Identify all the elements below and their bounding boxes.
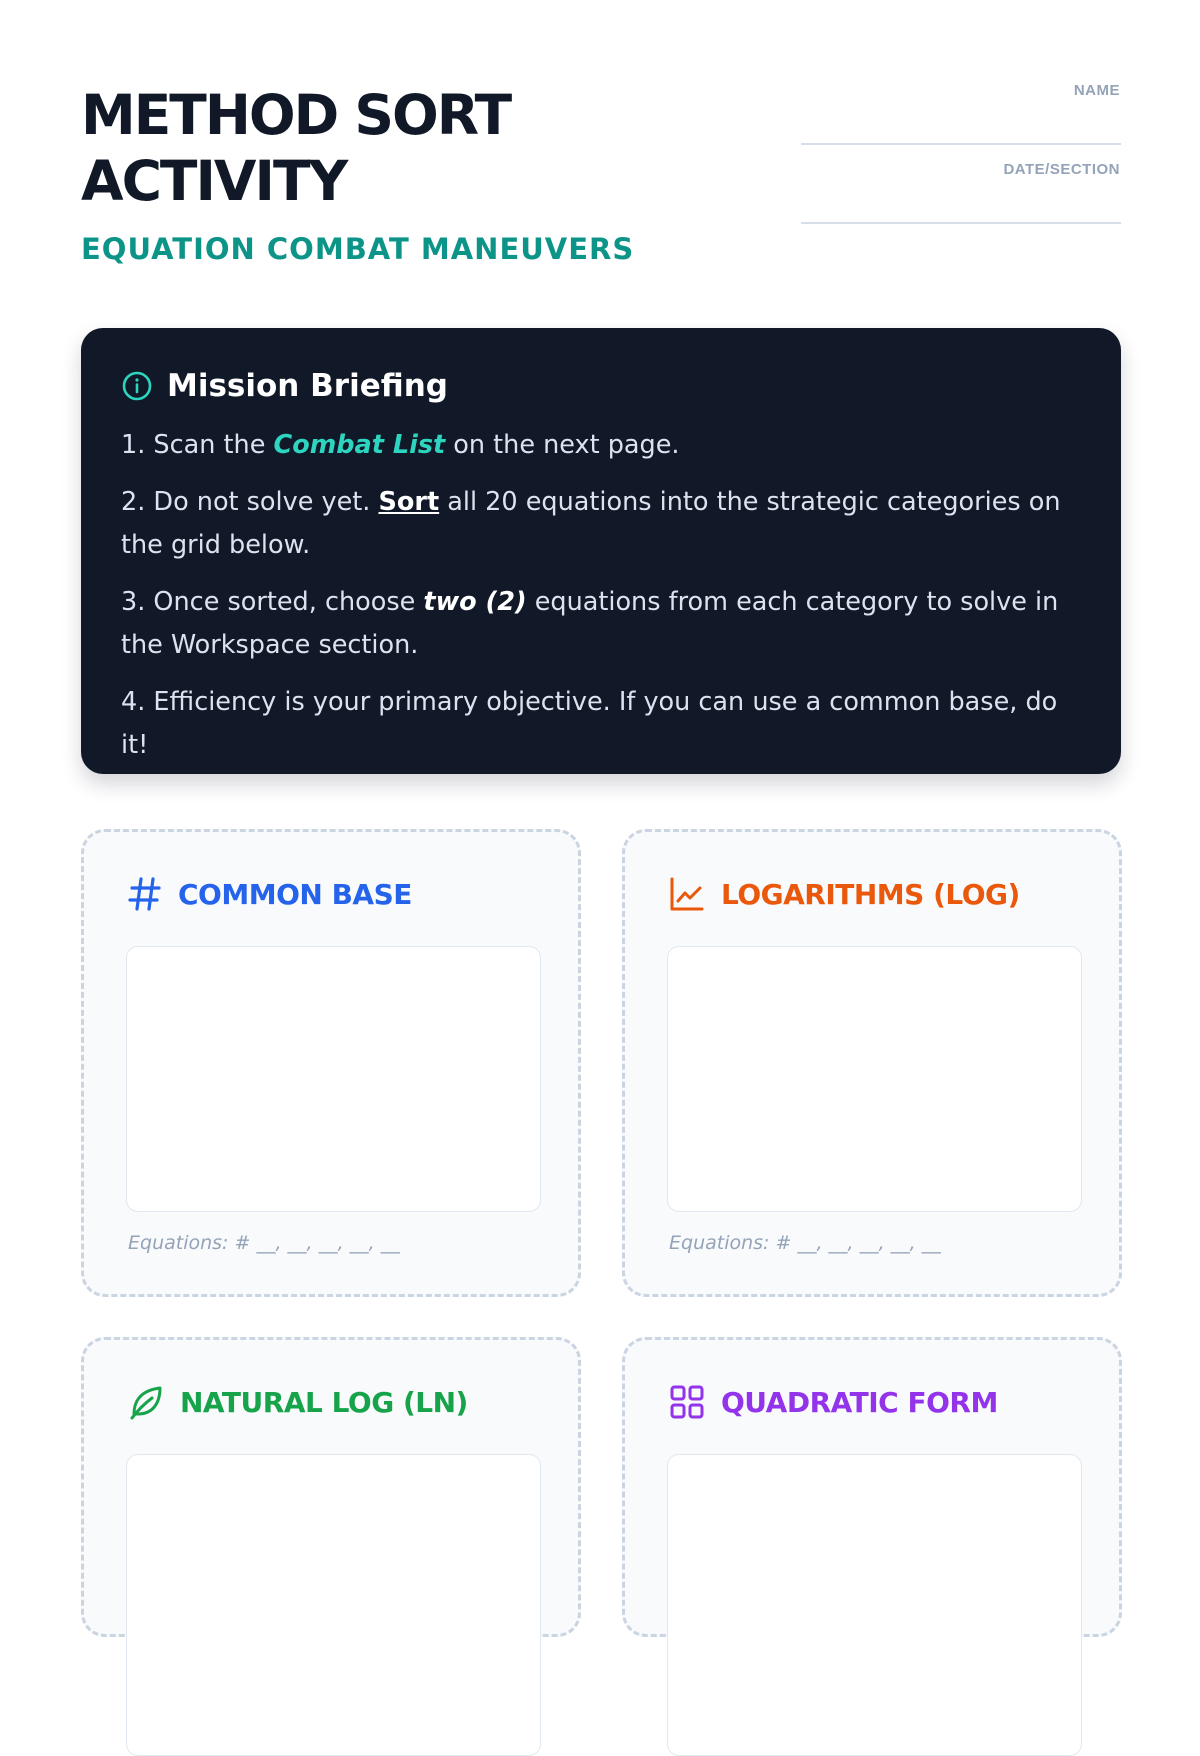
card-title: LOGARITHMS (LOG) — [721, 877, 1020, 911]
step-3-text: 3. Once sorted, choose — [121, 587, 424, 617]
page-subtitle: EQUATION COMBAT MANEUVERS — [81, 232, 635, 266]
title-line-1: METHOD SORT — [81, 83, 511, 147]
sort-drop-area[interactable] — [667, 1454, 1082, 1756]
hash-icon — [128, 876, 162, 912]
card-header — [128, 876, 412, 912]
card-header — [128, 1384, 468, 1420]
briefing-header — [121, 368, 1081, 404]
step-2-text: 2. Do not solve yet. — [121, 487, 379, 517]
category-card-quadratic-form — [622, 1337, 1122, 1637]
category-card-common-base — [81, 829, 581, 1297]
card-title: COMMON BASE — [178, 877, 412, 911]
equation-numbers-field[interactable]: Equations: # __, __, __, __, __ — [128, 1232, 400, 1254]
date-section-field-line[interactable] — [801, 222, 1121, 224]
grid-icon — [669, 1384, 705, 1420]
card-title: QUADRATIC FORM — [721, 1385, 998, 1419]
line-chart-icon — [669, 876, 705, 912]
name-field-line[interactable] — [801, 143, 1121, 145]
sort-drop-area[interactable] — [667, 946, 1082, 1212]
name-label: NAME — [1073, 82, 1120, 99]
step-3-text-end: equations from each category to solve in the Workspace section. — [121, 587, 1059, 660]
category-card-natural-log — [81, 1337, 581, 1637]
sort-drop-area[interactable] — [126, 1454, 541, 1756]
equation-numbers-field[interactable]: Equations: # __, __, __, __, __ — [669, 1232, 941, 1254]
title-line-2: ACTIVITY — [81, 149, 347, 213]
step-1-text: 1. Scan the — [121, 430, 274, 460]
sort-emphasis: Sort — [378, 487, 440, 517]
date-section-label: DATE/SECTION — [1003, 161, 1120, 178]
briefing-step-2 — [121, 481, 1081, 567]
card-header — [669, 1384, 998, 1420]
info-circle-icon — [121, 370, 153, 402]
combat-list-highlight: Combat List — [273, 430, 446, 460]
step-2-text-end: all 20 equations into the strategic categories on the grid below. — [121, 487, 1061, 560]
two-emphasis: two (2) — [423, 587, 527, 617]
sort-drop-area[interactable] — [126, 946, 541, 1212]
card-header — [669, 876, 1020, 912]
briefing-step-3 — [121, 581, 1081, 667]
briefing-step-4: 4. Efficiency is your primary objective. If you can use a common base, do it! — [121, 687, 1058, 760]
briefing-title: Mission Briefing — [167, 368, 448, 404]
briefing-step-1 — [121, 424, 1081, 467]
category-card-logarithms — [622, 829, 1122, 1297]
mission-briefing-panel — [81, 328, 1121, 774]
step-1-text-end: on the next page. — [445, 430, 680, 460]
page-title — [81, 82, 641, 214]
leaf-icon — [128, 1384, 164, 1420]
card-title: NATURAL LOG (LN) — [180, 1385, 468, 1419]
